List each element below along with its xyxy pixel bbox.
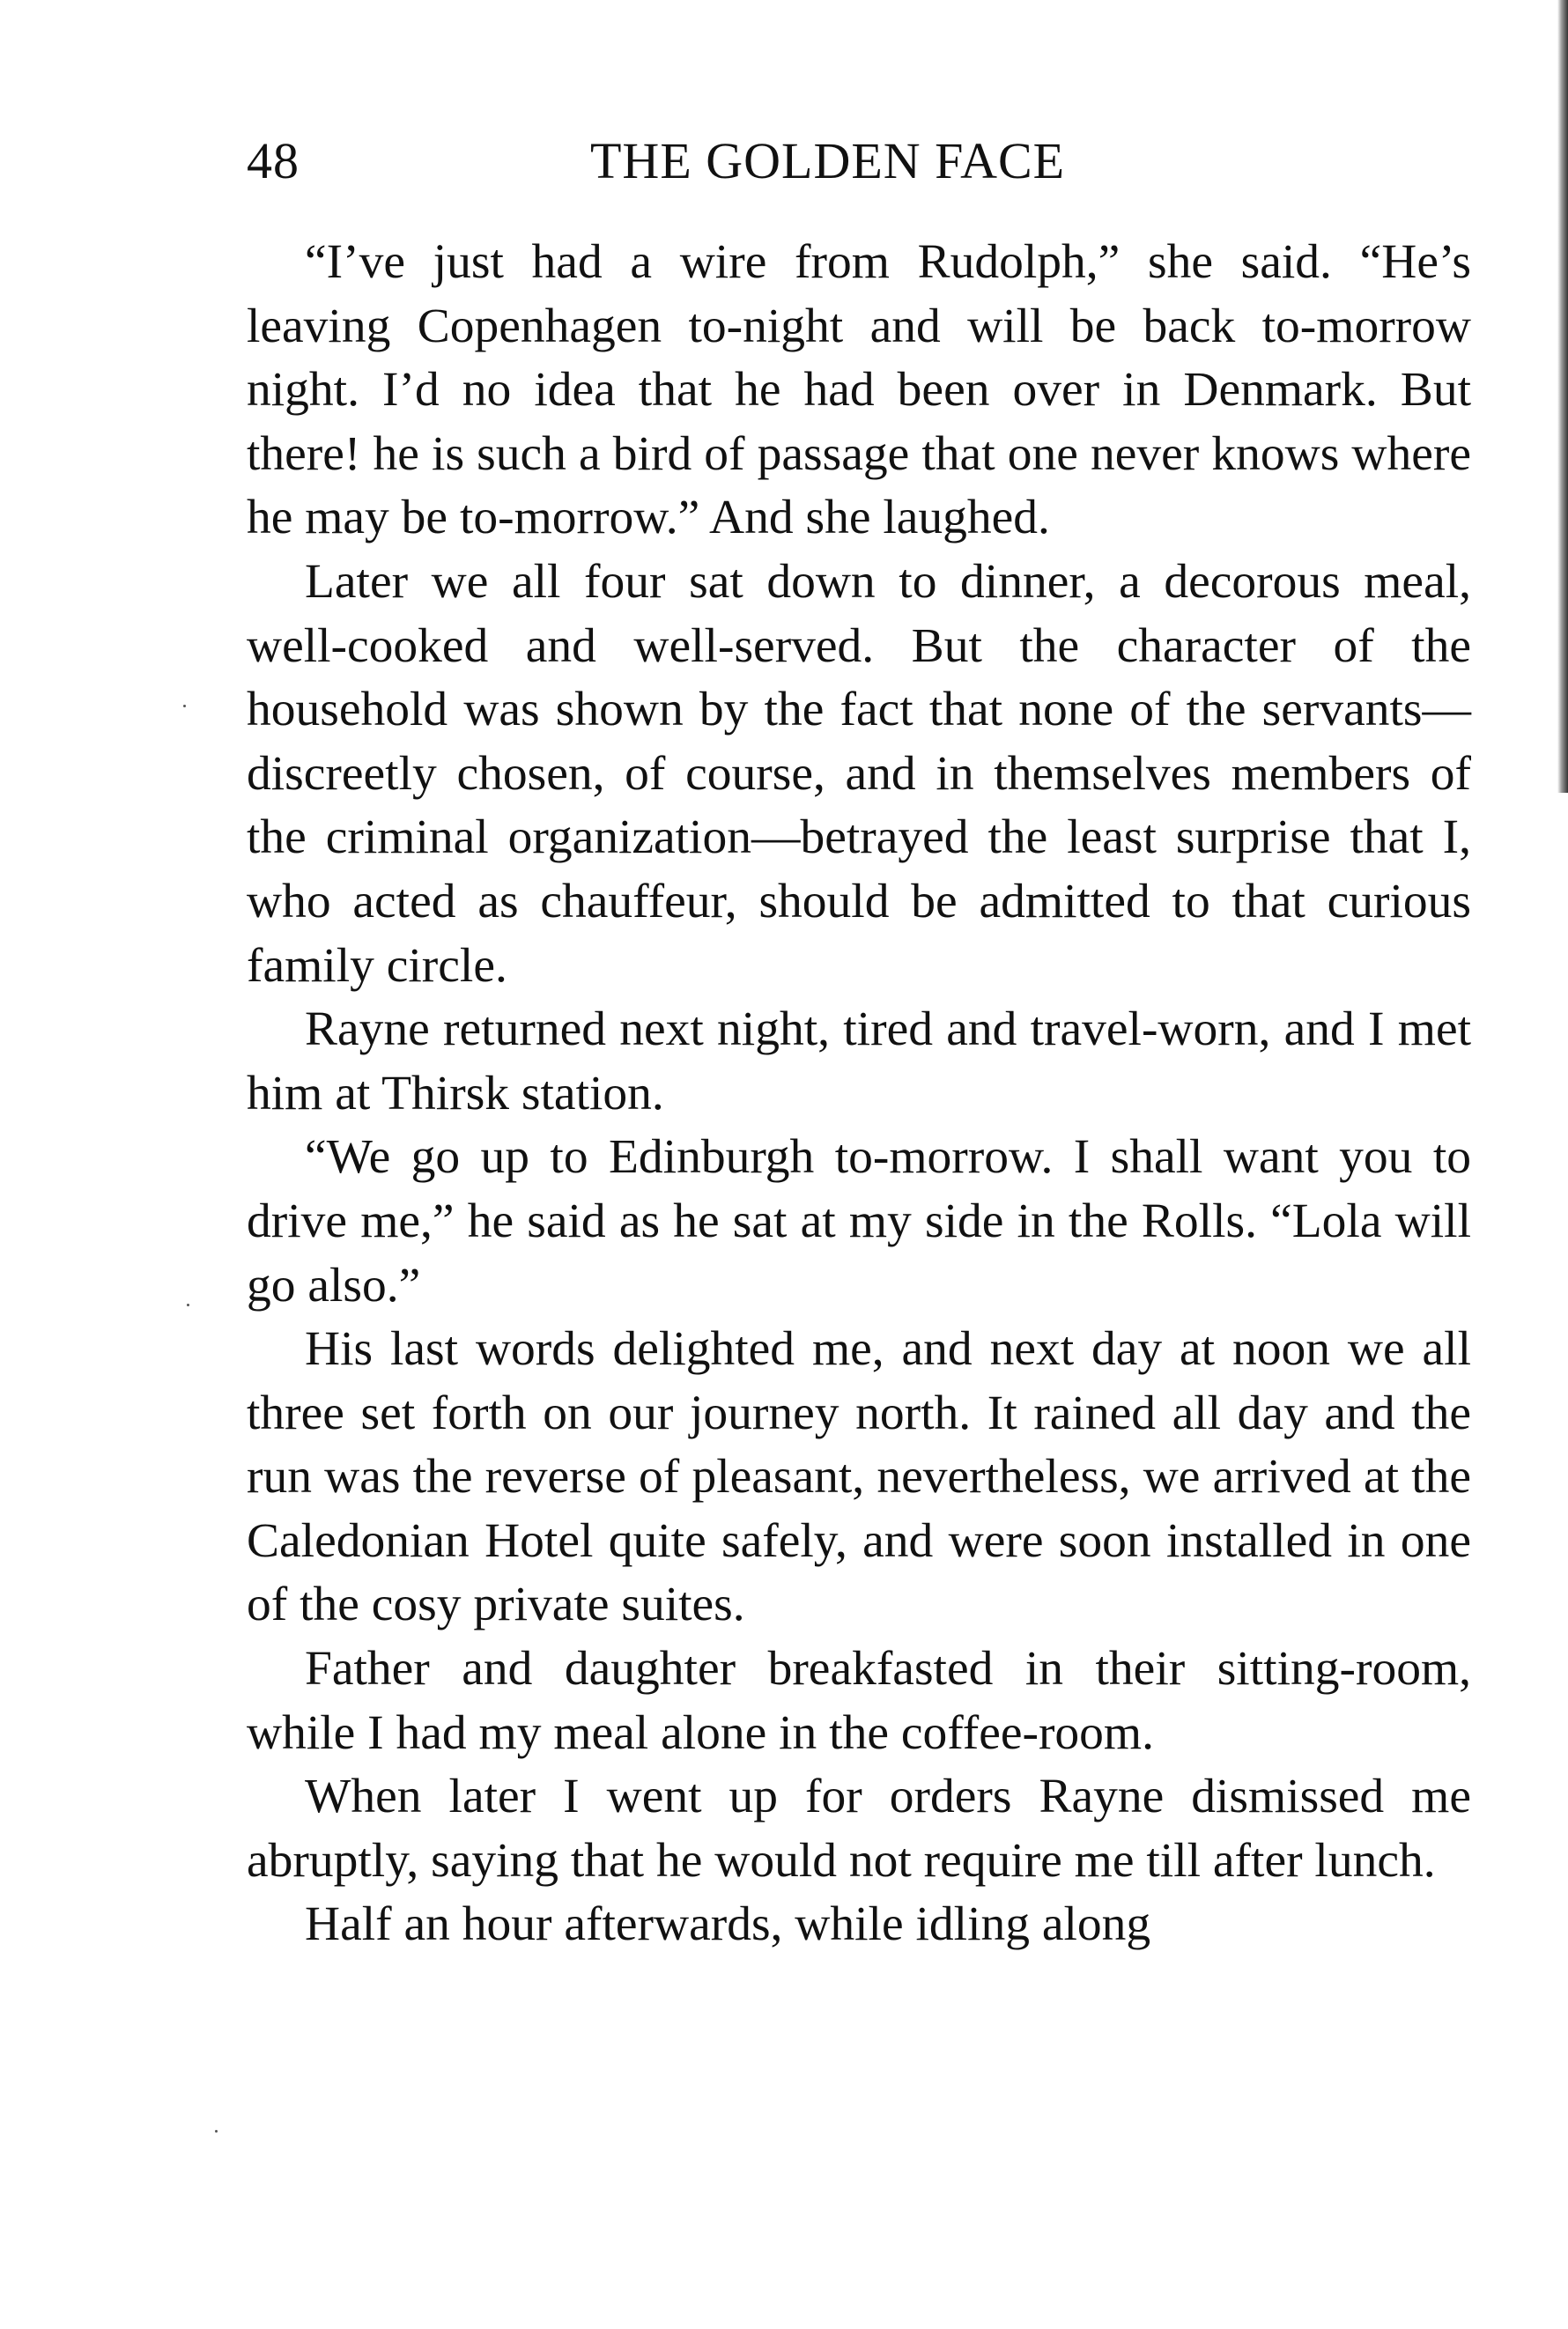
scan-edge-shadow [1557,0,1568,793]
body-text [247,231,1471,1957]
page-header [247,130,1480,201]
paragraph: “I’ve just had a wire from Rudolph,” she said. “He’s leaving Copenhagen to-night and will be back to-morrow night. I’d no idea that he had been over in Denmark. But there! he is such a bird of passage that one never knows where he may be to-morrow.” And she laughed. [247,235,1471,545]
scan-speck [187,1304,189,1306]
running-title: THE GOLDEN FACE [590,132,1066,189]
paragraph: “We go up to Edinburgh to-morrow. I shall want you to drive me,” he said as he sat at my side in the Rolls. “Lola will go also.” [247,1130,1471,1312]
paragraph: When later I went up for orders Rayne dismissed me abruptly, saying that he would not require me till after lunch. [247,1770,1471,1888]
scan-speck [215,2130,218,2133]
page-number: 48 [247,132,300,189]
paragraph: Half an hour afterwards, while idling along [305,1897,1151,1952]
paragraph: His last words delighted me, and next day at noon we all three set forth on our journey north. It rained all day and the run was the reverse of pleasant, nevertheless, we arrived at the Caledonian Hotel quite safely, and were soon installed in one of the cosy private suites. [247,1322,1471,1632]
paragraph: Father and daughter breakfasted in their sitting-room, while I had my meal alone in the coffee-room. [247,1642,1471,1760]
paragraph: Rayne returned next night, tired and travel-worn, and I met him at Thirsk station. [247,1002,1471,1120]
scan-speck [183,705,186,707]
paragraph: Later we all four sat down to dinner, a decorous meal, well-cooked and well-served. But the character of the household was shown by the fact that none of the servants—discreetly chosen, of course, and in themselves members of the criminal organization—betrayed the least surprise that I, who acted as chauffeur, should be admitted to that curious family circle. [247,554,1471,993]
